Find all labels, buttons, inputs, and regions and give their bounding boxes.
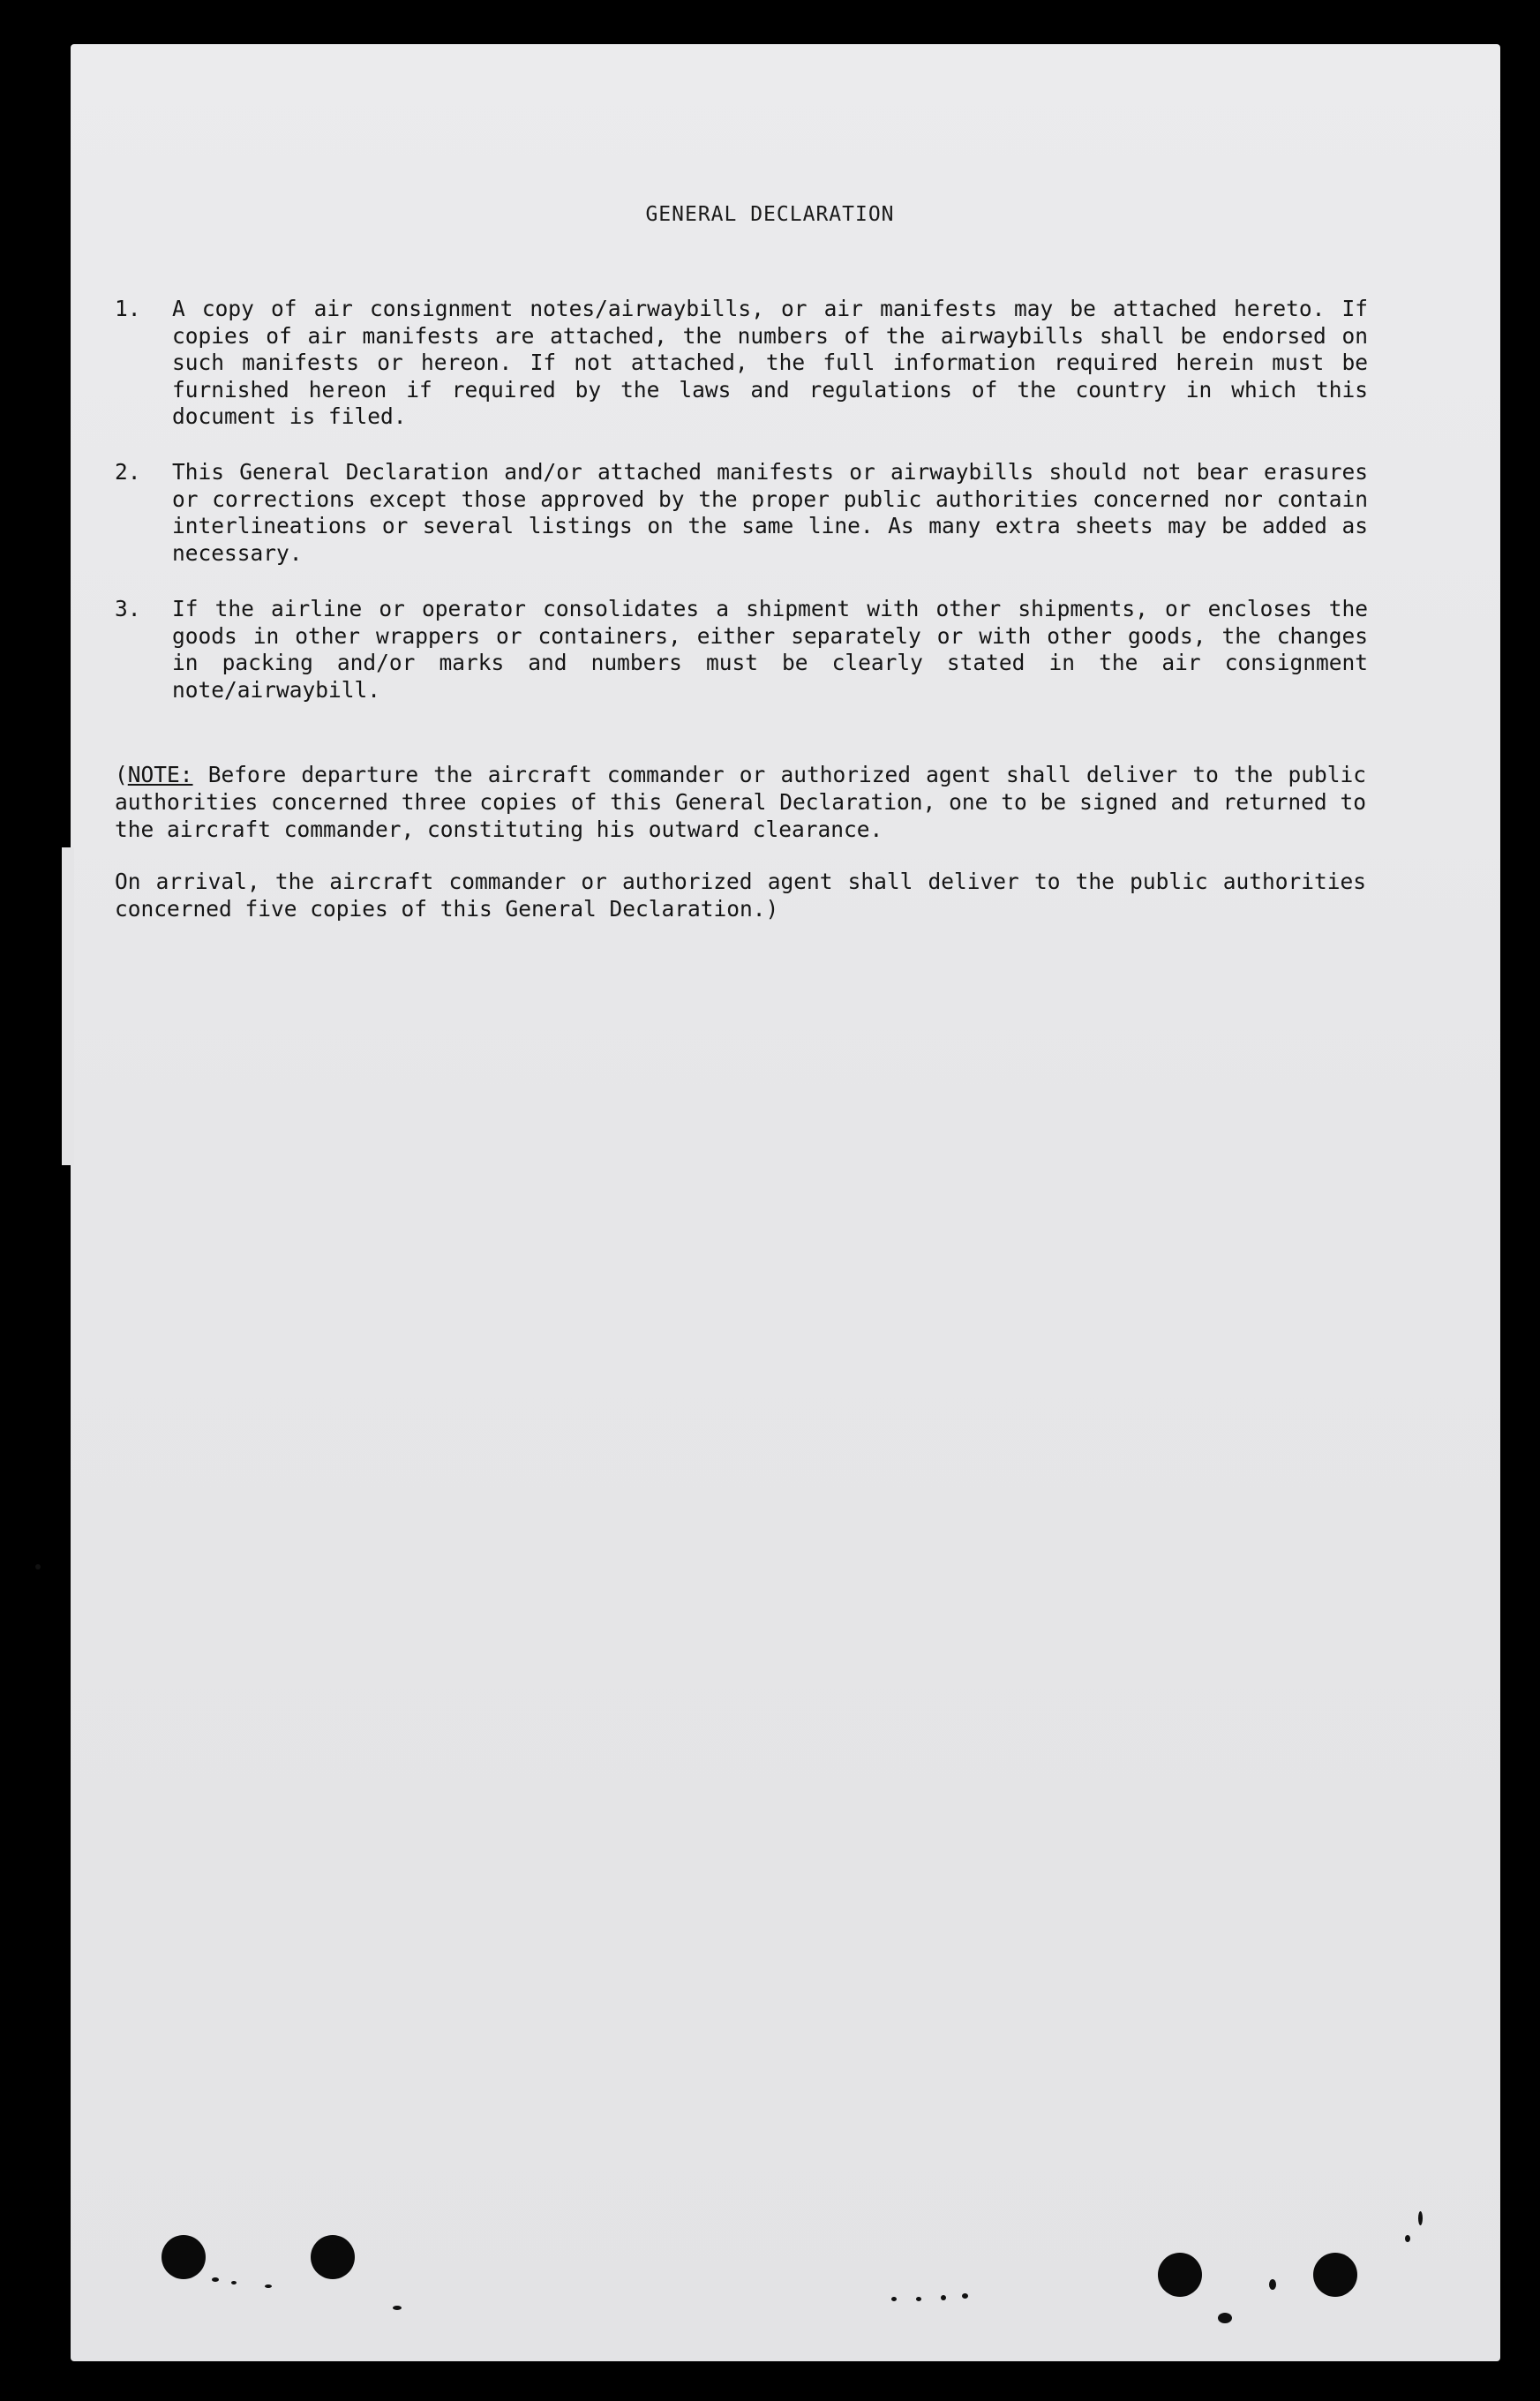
item-text: A copy of air consignment notes/airwaybills, or air manifests may be attached hereto. If copies of air manifests are attached, the numbers of the airwaybills shall be endorsed on such manifests or hereon. If not attached, the full information required herein must be furnished hereon if required by the laws and regulations of the country in which this document is filed.: [172, 296, 1368, 429]
punch-hole: [311, 2235, 355, 2279]
speck: [265, 2284, 272, 2288]
speck: [1269, 2279, 1276, 2290]
punch-hole: [1313, 2253, 1357, 2297]
item-text: This General Declaration and/or attached manifests or airwaybills should not bear erasures or corrections except those approved by the proper public authorities concerned nor contain interlineations or several listings on the same line. As many extra sheets may be added as necessary.: [172, 459, 1368, 566]
speck: [231, 2281, 237, 2284]
speck: [1218, 2313, 1232, 2323]
punch-hole: [162, 2235, 206, 2279]
arrival-text: On arrival, the aircraft commander or authorized agent shall deliver to the public authorities concerned five copies of this General Declaration.): [115, 869, 1366, 922]
speck: [212, 2277, 219, 2282]
speck: [916, 2297, 921, 2301]
speck: [1405, 2235, 1410, 2242]
declaration-item-2: [115, 459, 1368, 567]
punch-hole: [1158, 2253, 1202, 2297]
item-text: If the airline or operator consolidates a shipment with other shipments, or encloses the goods in other wrappers or containers, either separately or with other goods, the changes in packing and/or marks and numbers must be clearly stated in the air consignment note/airwaybill.: [172, 596, 1368, 703]
speck: [393, 2306, 402, 2310]
note-paragraph: [115, 761, 1366, 843]
speck: [962, 2293, 968, 2299]
speck: [891, 2297, 897, 2301]
document-title: GENERAL DECLARATION: [645, 203, 895, 226]
item-number: 1.: [115, 296, 141, 321]
declaration-item-1: [115, 296, 1368, 431]
speck: [941, 2295, 946, 2300]
speck: [1418, 2211, 1423, 2225]
speck: [35, 1564, 41, 1569]
note-open-paren: (: [115, 762, 128, 787]
declaration-item-3: [115, 596, 1368, 704]
item-number: 3.: [115, 596, 141, 621]
note-text: Before departure the aircraft commander or authorized agent shall deliver to the public authorities concerned three copies of this General Declaration, one to be signed and returned to the aircraft commander, constituting his outward clearance.: [115, 762, 1366, 842]
page-edge: [62, 847, 74, 1165]
item-number: 2.: [115, 459, 141, 485]
arrival-paragraph: [115, 868, 1366, 922]
note-lead: NOTE:: [127, 762, 193, 787]
